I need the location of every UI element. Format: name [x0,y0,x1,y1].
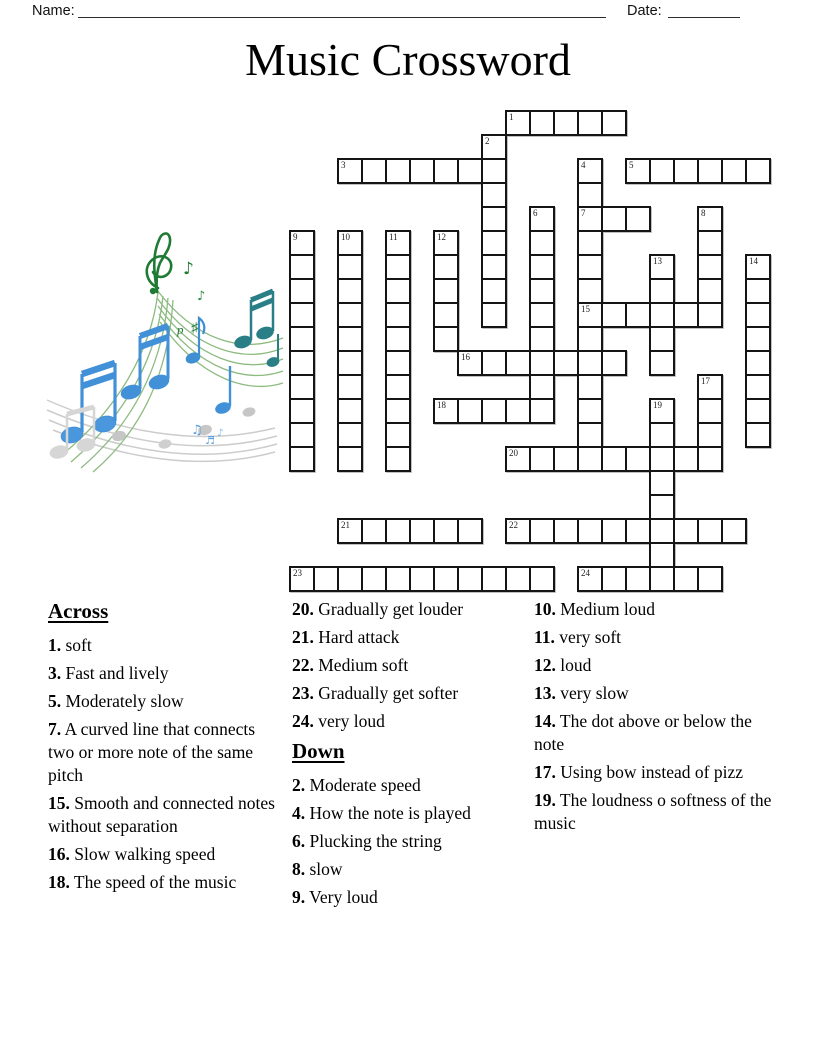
grid-cell[interactable] [385,230,411,256]
grid-clue-number: 11 [389,232,398,242]
grid-cell[interactable] [457,398,483,424]
grid-cell[interactable] [409,566,435,592]
clue: 23. Gradually get softer [292,683,459,703]
grid-cell[interactable] [625,158,651,184]
clue: 24. very loud [292,711,385,731]
grid-cell[interactable] [337,230,363,256]
single-note-icon [214,366,231,415]
grid-cell[interactable] [697,566,723,592]
clue: 21. Hard attack [292,627,400,647]
grid-clue-number: 2 [485,136,490,146]
note-head-gray-icon [158,438,173,450]
grid-cell[interactable] [433,518,459,544]
clue: 11. very soft [534,627,622,647]
grid-cell[interactable] [433,326,459,352]
grid-cell[interactable] [385,374,411,400]
grid-cell[interactable] [529,302,555,328]
grid-cell[interactable] [745,326,771,352]
clue: 4. How the note is played [292,803,471,823]
grid-cell[interactable] [481,230,507,256]
grid-cell[interactable] [577,446,603,472]
grid-cell[interactable] [337,398,363,424]
clue-number: 14. [534,711,556,731]
grid-cell[interactable] [673,566,699,592]
grid-cell[interactable] [337,302,363,328]
grid-cell[interactable] [337,374,363,400]
grid-cell[interactable] [745,374,771,400]
grid-cell[interactable] [433,230,459,256]
grid-cell[interactable] [289,350,315,376]
grid-cell[interactable] [577,518,603,544]
grid-cell[interactable] [625,302,651,328]
grid-cell[interactable] [385,302,411,328]
grid-clue-number: 21 [341,520,350,530]
grid-cell[interactable] [649,422,675,448]
grid-cell[interactable] [337,254,363,280]
clue: 14. The dot above or below the note [534,711,752,754]
grid-clue-number: 10 [341,232,350,242]
grid-cell[interactable] [433,398,459,424]
grid-cell[interactable] [721,518,747,544]
clue-number: 23. [292,683,314,703]
grid-cell[interactable] [649,494,675,520]
grid-cell[interactable] [457,566,483,592]
clue: 13. very slow [534,683,629,703]
clue-number: 11. [534,627,555,647]
grid-cell[interactable] [649,566,675,592]
grid-cell[interactable] [649,398,675,424]
grid-cell[interactable] [385,566,411,592]
clue: 10. Medium loud [534,599,656,619]
grid-clue-number: 18 [437,400,446,410]
grid-clue-number: 19 [653,400,662,410]
clue: 18. The speed of the music [48,872,237,892]
grid-cell[interactable] [481,158,507,184]
clue: 9. Very loud [292,887,378,907]
grid-cell[interactable] [481,350,507,376]
grid-cell[interactable] [577,182,603,208]
clue: 12. loud [534,655,592,675]
grid-cell[interactable] [625,518,651,544]
grid-cell[interactable] [433,566,459,592]
piano-marking-icon: p [177,322,184,337]
music-note-icon: ♫ [191,423,203,438]
grid-cell[interactable] [289,326,315,352]
grid-cell[interactable] [577,398,603,424]
grid-cell[interactable] [481,206,507,232]
clue: 15. Smooth and connected notes without separation [48,793,275,836]
grid-cell[interactable] [433,254,459,280]
grid-cell[interactable] [577,422,603,448]
clue: 22. Medium soft [292,655,409,675]
grid-cell[interactable] [337,158,363,184]
grid-cell[interactable] [361,158,387,184]
grid-clue-number: 24 [581,568,590,578]
grid-cell[interactable] [385,158,411,184]
grid-cell[interactable] [505,398,531,424]
grid-cell[interactable] [337,518,363,544]
sharp-icon: ♯ [191,321,198,336]
grid-cell[interactable] [673,446,699,472]
grid-cell[interactable] [289,398,315,424]
page-title: Music Crossword [245,34,571,85]
grid-clue-number: 8 [701,208,706,218]
grid-cell[interactable] [601,446,627,472]
grid-cell[interactable] [697,302,723,328]
grid-cell[interactable] [745,254,771,280]
clue: 8. slow [292,859,343,879]
clue-number: 10. [534,599,556,619]
grid-cell[interactable] [385,278,411,304]
clue-number: 6. [292,831,306,851]
grid-cell[interactable] [337,326,363,352]
grid-clue-number: 6 [533,208,538,218]
grid-cell[interactable] [337,278,363,304]
grid-cell[interactable] [505,518,531,544]
grid-cell[interactable] [721,158,747,184]
grid-clue-number: 1 [509,112,514,122]
clue-number: 1. [48,635,62,655]
grid-cell[interactable] [505,446,531,472]
grid-cell[interactable] [337,446,363,472]
grid-clue-number: 5 [629,160,634,170]
grid-cell[interactable] [673,518,699,544]
clue-number: 16. [48,844,70,864]
grid-cell[interactable] [601,566,627,592]
grid-cell[interactable] [625,566,651,592]
grid-cell[interactable] [337,422,363,448]
grid-cell[interactable] [697,422,723,448]
music-note-icon: ♪ [183,259,194,279]
grid-cell[interactable] [601,302,627,328]
grid-cell[interactable] [649,158,675,184]
grid-cell[interactable] [289,254,315,280]
grid-cell[interactable] [649,518,675,544]
grid-cell[interactable] [649,350,675,376]
clue: 7. A curved line that connects two or more note of the same pitch [48,719,256,785]
grid-clue-number: 7 [581,208,586,218]
clue-number: 7. [48,719,62,739]
grid-cell[interactable] [385,446,411,472]
grid-cell[interactable] [529,230,555,256]
grid-cell[interactable] [601,110,627,136]
grid-cell[interactable] [649,326,675,352]
grid-cell[interactable] [289,302,315,328]
grid-cell[interactable] [697,374,723,400]
grid-cell[interactable] [289,446,315,472]
grid-cell[interactable] [649,542,675,568]
crossword-grid [289,110,771,592]
grid-cell[interactable] [529,110,555,136]
grid-cell[interactable] [745,302,771,328]
grid-cell[interactable] [577,278,603,304]
grid-cell[interactable] [673,158,699,184]
grid-cell[interactable] [457,350,483,376]
grid-cell[interactable] [625,446,651,472]
grid-cell[interactable] [577,206,603,232]
grid-cell[interactable] [289,230,315,256]
grid-cell[interactable] [409,518,435,544]
grid-clue-number: 3 [341,160,346,170]
grid-cell[interactable] [385,326,411,352]
date-label: Date: [627,3,662,19]
clue: 6. Plucking the string [292,831,442,851]
grid-cell[interactable] [553,350,579,376]
grid-cell[interactable] [649,254,675,280]
grid-cell[interactable] [697,254,723,280]
grid-cell[interactable] [409,158,435,184]
grid-cell[interactable] [577,326,603,352]
grid-cell[interactable] [385,254,411,280]
grid-cell[interactable] [697,158,723,184]
treble-clef-icon [147,233,171,292]
clue-number: 12. [534,655,556,675]
grid-clue-number: 23 [293,568,302,578]
grid-cell[interactable] [361,518,387,544]
grid-cell[interactable] [553,518,579,544]
grid-cell[interactable] [481,398,507,424]
grid-cell[interactable] [601,206,627,232]
grid-clue-number: 12 [437,232,446,242]
grid-cell[interactable] [577,230,603,256]
grid-clue-number: 9 [293,232,298,242]
grid-cell[interactable] [289,422,315,448]
grid-cell[interactable] [649,278,675,304]
clue-number: 18. [48,872,70,892]
clue: 5. Moderately slow [48,691,184,711]
music-note-icon: ♬ [205,434,215,447]
grid-cell[interactable] [577,254,603,280]
grid-cell[interactable] [289,374,315,400]
grid-cell[interactable] [745,278,771,304]
treble-clef-dot [150,288,156,294]
grid-cell[interactable] [673,302,699,328]
clue-column [48,598,276,899]
grid-cell[interactable] [289,278,315,304]
clues-heading-across: Across [48,599,109,623]
grid-clue-number: 22 [509,520,518,530]
clue: 3. Fast and lively [48,663,169,683]
grid-cell[interactable] [433,302,459,328]
clue: 19. The loudness o softness of the music [534,790,772,833]
grid-clue-number: 4 [581,160,586,170]
grid-cell[interactable] [457,518,483,544]
grid-cell[interactable] [697,446,723,472]
clue-number: 4. [292,803,306,823]
grid-cell[interactable] [529,326,555,352]
grid-cell[interactable] [577,374,603,400]
grid-cell[interactable] [481,566,507,592]
clue-number: 22. [292,655,314,675]
grid-clue-number: 14 [749,256,758,266]
grid-cell[interactable] [457,158,483,184]
grid-cell[interactable] [481,134,507,160]
grid-cell[interactable] [385,350,411,376]
grid-cell[interactable] [481,182,507,208]
grid-cell[interactable] [385,398,411,424]
clue-number: 3. [48,663,62,683]
clue-number: 20. [292,599,314,619]
grid-cell[interactable] [697,398,723,424]
grid-cell[interactable] [529,446,555,472]
grid-cell[interactable] [529,374,555,400]
clue-column [534,598,778,840]
date-line[interactable] [668,17,740,18]
grid-cell[interactable] [577,158,603,184]
grid-cell[interactable] [313,566,339,592]
clue-number: 9. [292,887,306,907]
clue: 1. soft [48,635,92,655]
grid-cell[interactable] [481,278,507,304]
clue-number: 5. [48,691,62,711]
grid-cell[interactable] [529,566,555,592]
grid-cell[interactable] [505,566,531,592]
grid-cell[interactable] [649,470,675,496]
grid-cell[interactable] [337,350,363,376]
clue-number: 17. [534,762,556,782]
grid-clue-number: 16 [461,352,470,362]
clue-column [292,598,523,914]
grid-cell[interactable] [577,566,603,592]
grid-cell[interactable] [697,206,723,232]
grid-cell[interactable] [697,518,723,544]
grid-cell[interactable] [361,566,387,592]
grid-cell[interactable] [481,254,507,280]
grid-cell[interactable] [577,110,603,136]
grid-cell[interactable] [649,446,675,472]
grid-cell[interactable] [649,302,675,328]
clue: 20. Gradually get louder [292,599,464,619]
clues-heading-down: Down [292,739,345,763]
grid-cell[interactable] [601,350,627,376]
grid-cell[interactable] [553,110,579,136]
grid-cell[interactable] [289,566,315,592]
grid-clue-number: 13 [653,256,662,266]
grid-cell[interactable] [697,278,723,304]
grid-clue-number: 20 [509,448,518,458]
grid-cell[interactable] [745,350,771,376]
grid-cell[interactable] [601,518,627,544]
clue: 16. Slow walking speed [48,844,216,864]
music-notes-image [45,222,285,477]
grid-clue-number: 15 [581,304,590,314]
grid-cell[interactable] [577,350,603,376]
grid-cell[interactable] [625,206,651,232]
grid-cell[interactable] [529,278,555,304]
grid-cell[interactable] [745,422,771,448]
clue: 2. Moderate speed [292,775,421,795]
grid-cell[interactable] [529,398,555,424]
grid-cell[interactable] [529,206,555,232]
grid-cell[interactable] [745,398,771,424]
clue: 17. Using bow instead of pizz [534,762,743,782]
music-note-icon: ♪ [217,428,224,439]
clue-number: 21. [292,627,314,647]
clue-number: 2. [292,775,306,795]
grid-cell[interactable] [529,350,555,376]
note-head-gray-icon [111,429,127,442]
name-label: Name: [32,3,75,19]
grid-cell[interactable] [505,110,531,136]
grid-cell[interactable] [745,158,771,184]
grid-cell[interactable] [385,518,411,544]
grid-cell[interactable] [577,302,603,328]
grid-cell[interactable] [385,422,411,448]
clue-number: 19. [534,790,556,810]
name-line[interactable] [78,17,606,18]
music-note-icon: ♪ [197,289,206,304]
grid-cell[interactable] [433,278,459,304]
grid-cell[interactable] [529,518,555,544]
clue-number: 8. [292,859,306,879]
grid-cell[interactable] [697,230,723,256]
grid-cell[interactable] [529,254,555,280]
grid-cell[interactable] [433,158,459,184]
grid-cell[interactable] [553,446,579,472]
clue-number: 13. [534,683,556,703]
clue-number: 24. [292,711,314,731]
grid-cell[interactable] [505,350,531,376]
grid-clue-number: 17 [701,376,710,386]
grid-cell[interactable] [337,566,363,592]
note-head-gray-icon [242,406,257,418]
grid-cell[interactable] [481,302,507,328]
clue-number: 15. [48,793,70,813]
beamed-notes-teal-icon [233,291,275,350]
